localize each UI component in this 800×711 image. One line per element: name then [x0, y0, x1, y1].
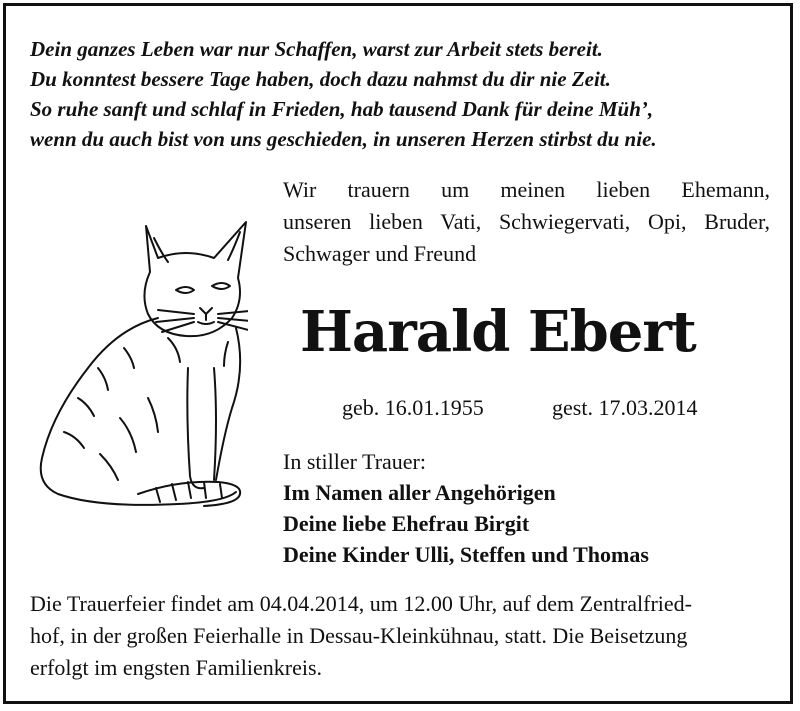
- intro-line: Schwager und Freund: [283, 241, 477, 266]
- mourners-heading: In stiller Trauer:: [283, 449, 426, 474]
- intro-line: unseren lieben Vati, Schwiegervati, Opi, Bruder,: [283, 209, 770, 234]
- poem-line: So ruhe sanft und schlaf in Frieden, hab tausend Dank für deine Müh’,: [30, 97, 654, 121]
- footer-line: Die Trauerfeier findet am 04.04.2014, um 12.00 Uhr, auf dem Zentralfried-: [30, 591, 692, 616]
- mourner-line: Im Namen aller Angehörigen: [283, 480, 556, 505]
- mourner-line: Deine Kinder Ulli, Steffen und Thomas: [283, 542, 649, 567]
- sitting-cat-icon: [28, 218, 248, 518]
- intro-line: Wir trauern um meinen lieben Ehemann,: [283, 177, 770, 202]
- birth-date: geb. 16.01.1955: [342, 395, 484, 420]
- footer-line: hof, in der großen Feierhalle in Dessau-Kleinkühnau, statt. Die Beisetzung: [30, 623, 688, 648]
- mourners-block: [283, 446, 783, 570]
- poem-line: Du konntest bessere Tage haben, doch dazu nahmst du dir nie Zeit.: [30, 67, 611, 91]
- poem-line: wenn du auch bist von uns geschieden, in unseren Herzen stirbst du nie.: [30, 127, 657, 151]
- poem-verse: [30, 34, 770, 154]
- mourning-intro: [283, 174, 770, 270]
- poem-line: Dein ganzes Leben war nur Schaffen, warst zur Arbeit stets bereit.: [30, 37, 603, 61]
- footer-line: erfolgt im engsten Familienkreis.: [30, 655, 323, 680]
- deceased-name: Harald Ebert: [300, 299, 696, 365]
- funeral-notice: [30, 588, 770, 684]
- death-date: gest. 17.03.2014: [552, 395, 698, 420]
- mourner-line: Deine liebe Ehefrau Birgit: [283, 511, 530, 536]
